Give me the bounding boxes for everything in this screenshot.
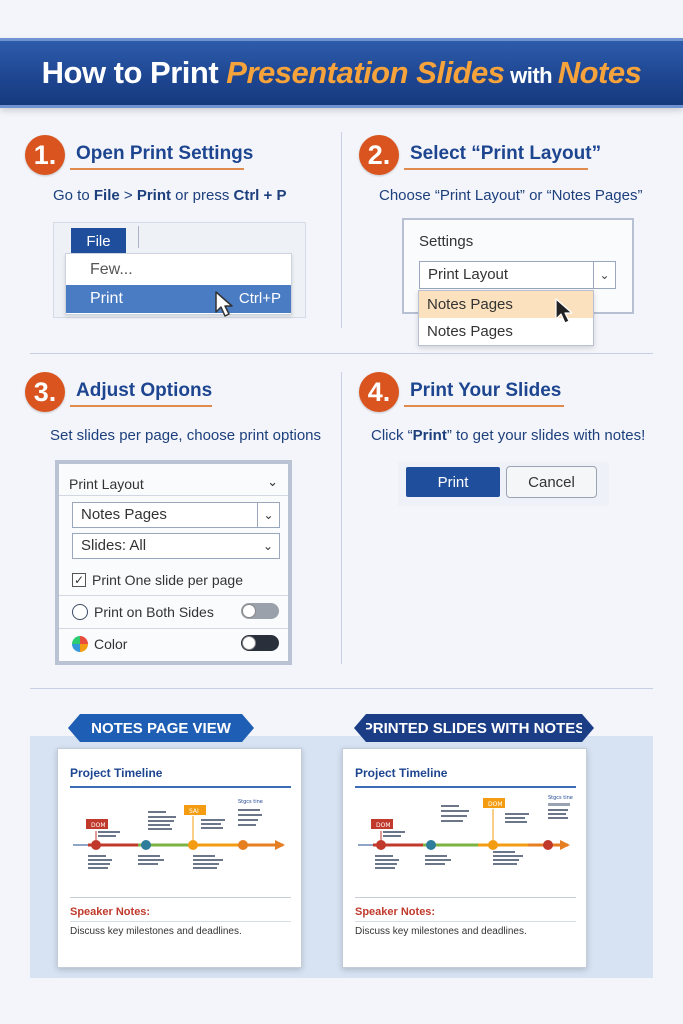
print-layout-select[interactable]: Print Layout ⌄ [419, 261, 616, 289]
one-slide-per-page-option[interactable]: ✓ Print One slide per page [73, 572, 243, 588]
card-title: Project Timeline [355, 766, 448, 780]
file-menu-mock [53, 222, 306, 318]
file-dropdown [65, 253, 292, 315]
notes-page-card [57, 748, 302, 968]
divider-vertical-mid [341, 372, 342, 664]
divider-vertical-top [341, 132, 342, 328]
dropdown-option-notes-pages-2[interactable]: Notes Pages [427, 323, 513, 340]
menu-item-print[interactable]: Print Ctrl+P [66, 285, 291, 313]
chevron-down-icon[interactable]: ⌄ [267, 474, 278, 489]
step1-title: Open Print Settings [76, 143, 254, 164]
card-title: Project Timeline [70, 766, 163, 780]
step3-badge: 3. [25, 372, 65, 412]
step3-desc: Set slides per page, choose print options [50, 427, 322, 444]
color-toggle[interactable] [241, 635, 279, 651]
options-separator [59, 595, 288, 596]
ribbon-notes-page-view: NOTES PAGE VIEW [80, 714, 242, 742]
step2-desc: Choose “Print Layout” or “Notes Pages” [379, 187, 643, 204]
mouse-cursor-icon [214, 290, 240, 318]
speaker-notes-text: Discuss key milestones and deadlines. [70, 926, 242, 937]
cancel-button[interactable]: Cancel [506, 466, 597, 498]
step1-desc: Go to File > Print or press Ctrl + P [53, 187, 287, 204]
dropdown-option-notes-pages[interactable]: Notes Pages [419, 291, 593, 318]
step1-underline [70, 168, 244, 170]
options-panel-header: Print Layout [69, 476, 144, 492]
notes-divider [70, 921, 291, 922]
print-shortcut: Ctrl+P [238, 290, 281, 307]
milestone-tag-stgcs: Stgcs tine [238, 799, 263, 805]
step4-badge: 4. [359, 372, 399, 412]
options-separator [59, 495, 288, 496]
divider-horizontal-mid [30, 353, 653, 354]
header-banner [0, 38, 683, 108]
step2-underline [404, 168, 588, 170]
print-options-panel [55, 460, 292, 665]
step3-title: Adjust Options [76, 380, 213, 401]
notes-divider [70, 897, 291, 898]
step4-underline [404, 405, 564, 407]
chevron-down-icon: ⌄ [593, 262, 615, 288]
milestone-tag-sai: SAI [189, 808, 199, 815]
radio-button[interactable] [72, 604, 88, 620]
menu-item-few[interactable]: Few... [90, 261, 133, 278]
mouse-cursor-icon [554, 297, 578, 325]
chevron-down-icon: ⌄ [257, 503, 279, 527]
title-accent1: Presentation Slides [226, 55, 505, 90]
page-title [42, 55, 642, 91]
timeline-graphic [68, 791, 293, 895]
step2-title: Select “Print Layout” [410, 143, 602, 164]
slides-select[interactable]: Slides: All ⌄ [72, 533, 280, 559]
step2-badge: 2. [359, 135, 399, 175]
notes-pages-select[interactable]: Notes Pages ⌄ [72, 502, 280, 528]
speaker-notes-label: Speaker Notes: [70, 906, 151, 918]
print-button[interactable]: Print [406, 467, 500, 497]
color-option[interactable]: Color [72, 636, 127, 652]
notes-divider [355, 897, 576, 898]
notes-divider [355, 921, 576, 922]
step4-desc: Click “Print” to get your slides with notes! [371, 427, 646, 444]
menu-separator [138, 226, 139, 248]
title-part2: with [504, 63, 558, 88]
both-sides-toggle[interactable] [241, 603, 279, 619]
file-tab[interactable]: File [71, 228, 126, 254]
card-title-rule [355, 786, 576, 788]
speaker-notes-label: Speaker Notes: [355, 906, 436, 918]
settings-label: Settings [419, 233, 474, 250]
step3-underline [70, 405, 212, 407]
step1-badge: 1. [25, 135, 65, 175]
ribbon-printed-slides: PRINTED SLIDES WITH NOTES [366, 714, 582, 742]
options-separator [59, 628, 288, 629]
milestone-tag-dom: DOM [91, 822, 106, 829]
chevron-down-icon: ⌄ [262, 539, 274, 553]
checkmark-icon[interactable]: ✓ [73, 573, 85, 587]
milestone-tag-dom-2: DOM [488, 801, 503, 808]
speaker-notes-text: Discuss key milestones and deadlines. [355, 926, 527, 937]
title-accent2: Notes [557, 55, 642, 90]
color-wheel-icon [72, 636, 88, 652]
timeline-graphic [353, 791, 578, 895]
printed-slide-card [342, 748, 587, 968]
card-title-rule [70, 786, 291, 788]
milestone-tag-dom: DOM [376, 822, 391, 829]
divider-horizontal-bottom [30, 688, 653, 689]
milestone-tag-stgcs: Stgcs tine [548, 795, 573, 801]
both-sides-option[interactable]: Print on Both Sides [72, 604, 214, 620]
title-part1: How to Print [41, 55, 227, 90]
step4-title: Print Your Slides [410, 380, 562, 401]
